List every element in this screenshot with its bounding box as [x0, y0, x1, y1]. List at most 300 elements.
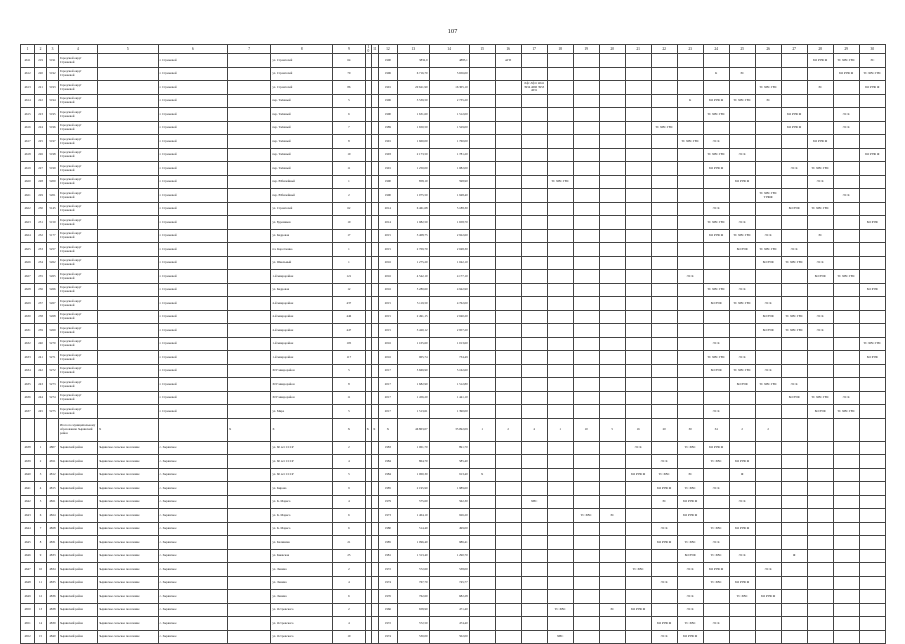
table-cell: 4834	[47, 563, 59, 577]
table-cell: 4641	[21, 482, 35, 496]
table-cell	[521, 108, 547, 122]
table-row	[21, 297, 886, 311]
table-cell	[781, 509, 807, 523]
table-cell: БО РУФ Ф	[677, 509, 703, 523]
table-cell: ТС ХВС	[677, 617, 703, 631]
table-cell	[729, 509, 755, 523]
table-cell: Зырянский район	[58, 441, 97, 455]
table-cell	[227, 270, 270, 284]
header-cell: 11	[372, 45, 379, 54]
table-cell	[227, 324, 270, 338]
table-cell: с. Зырянское	[158, 590, 227, 604]
table-cell	[495, 563, 521, 577]
table-cell	[547, 364, 573, 378]
table-cell: пер. Таёжный	[271, 162, 333, 176]
table-cell: 4631	[21, 324, 35, 338]
table-cell: 238	[35, 310, 47, 324]
header-cell: 1	[21, 45, 35, 54]
table-cell: 6	[35, 509, 47, 523]
table-cell	[833, 351, 859, 365]
table-cell	[227, 216, 270, 230]
table-cell	[495, 482, 521, 496]
table-cell	[651, 324, 677, 338]
table-cell	[729, 135, 755, 149]
table-cell	[755, 270, 781, 284]
table-cell: г. Стрежевой	[158, 229, 227, 243]
table-cell	[781, 337, 807, 351]
table-cell: ул. Калинина	[271, 536, 333, 550]
table-cell	[97, 351, 158, 365]
table-cell	[547, 522, 573, 536]
table-cell	[547, 94, 573, 108]
table-cell: БО РУФ	[729, 378, 755, 392]
table-cell: 34	[703, 418, 729, 441]
table-cell	[599, 590, 625, 604]
table-cell: 3 408,75	[398, 229, 429, 243]
table-cell	[227, 563, 270, 577]
table-cell	[495, 310, 521, 324]
table-cell: 10	[35, 563, 47, 577]
table-cell	[521, 54, 547, 68]
table-cell: X	[97, 418, 158, 441]
table-cell: 3832,9	[398, 54, 429, 68]
table-cell	[547, 536, 573, 550]
table-cell: 225	[35, 135, 47, 149]
table-cell	[625, 81, 651, 95]
table-cell: Зырянское сельское поселение	[97, 522, 158, 536]
table-cell	[651, 378, 677, 392]
table-cell: ТС ХВС	[677, 482, 703, 496]
table-cell: Городской округ Стрежевой	[58, 297, 97, 311]
table-cell	[599, 522, 625, 536]
table-row	[21, 270, 886, 284]
table-cell	[677, 576, 703, 590]
table-cell	[469, 54, 495, 68]
table-cell	[651, 405, 677, 419]
table-cell: 4821	[47, 495, 59, 509]
table-cell	[651, 81, 677, 95]
table-cell: ул. Строителей	[271, 67, 333, 81]
table-cell	[227, 509, 270, 523]
table-cell	[625, 482, 651, 496]
table-cell: Зырянский район	[58, 509, 97, 523]
table-cell	[599, 482, 625, 496]
table-cell	[469, 121, 495, 135]
table-cell	[495, 549, 521, 563]
table-cell	[859, 617, 885, 631]
table-cell: ул. Строителей	[271, 54, 333, 68]
table-cell: 734,49	[429, 351, 469, 365]
table-row	[21, 175, 886, 189]
header-cell: 4	[58, 45, 97, 54]
table-cell	[469, 229, 495, 243]
table-cell: 4628	[21, 283, 35, 297]
table-cell: Городской округ Стрежевой	[58, 81, 97, 95]
table-cell: БО РУФ Ф	[625, 603, 651, 617]
table-cell: X	[469, 468, 495, 482]
table-cell: 804,70	[398, 455, 429, 469]
table-cell	[755, 391, 781, 405]
table-cell	[781, 189, 807, 203]
table-cell: Городской округ Стрежевой	[58, 364, 97, 378]
table-cell: 5271	[47, 351, 59, 365]
table-cell: с. Зырянское	[158, 441, 227, 455]
table-cell: 585,40	[429, 455, 469, 469]
table-cell	[651, 441, 677, 455]
table-cell: 21	[333, 536, 366, 550]
table-cell: ЭС К	[677, 590, 703, 604]
table-cell: X	[372, 418, 379, 441]
table-cell	[807, 297, 833, 311]
table-cell	[495, 576, 521, 590]
table-cell	[469, 324, 495, 338]
header-cell: 10	[365, 45, 372, 54]
table-cell: Городской округ Стрежевой	[58, 121, 97, 135]
table-cell	[573, 536, 599, 550]
table-cell	[781, 522, 807, 536]
table-cell: 5269	[47, 324, 59, 338]
table-cell	[807, 351, 833, 365]
table-cell: 1 001,70	[398, 441, 429, 455]
table-cell	[469, 351, 495, 365]
table-cell	[807, 67, 833, 81]
table-cell: ЭС К	[729, 148, 755, 162]
table-cell	[547, 243, 573, 257]
table-cell	[677, 148, 703, 162]
table-cell: ул. Киевская	[271, 549, 333, 563]
table-cell	[227, 576, 270, 590]
table-cell	[781, 67, 807, 81]
table-cell: 5	[333, 468, 366, 482]
table-cell: 1	[333, 243, 366, 257]
table-cell: 4632	[21, 337, 35, 351]
table-cell	[755, 495, 781, 509]
table-cell	[833, 297, 859, 311]
table-cell	[521, 630, 547, 644]
housing-register-table	[20, 44, 886, 644]
table-cell: 4-й микрорайон	[271, 297, 333, 311]
table-cell	[599, 121, 625, 135]
table-cell: Городской округ Стрежевой	[58, 391, 97, 405]
table-cell	[703, 324, 729, 338]
table-cell	[573, 522, 599, 536]
table-cell: 2 957,20	[429, 324, 469, 338]
table-cell: 221	[35, 81, 47, 95]
table-cell: 46 803,07	[398, 418, 429, 441]
table-cell	[573, 94, 599, 108]
table-cell	[625, 630, 651, 644]
table-cell	[495, 509, 521, 523]
table-cell: 2	[333, 441, 366, 455]
table-cell	[97, 391, 158, 405]
table-cell	[227, 243, 270, 257]
table-cell	[469, 297, 495, 311]
table-cell: Городской округ Стрежевой	[58, 189, 97, 203]
table-cell	[651, 590, 677, 604]
table-cell	[97, 270, 158, 284]
table-cell: 1 989,60	[429, 482, 469, 496]
table-cell	[573, 441, 599, 455]
table-cell: 530,00	[398, 630, 429, 644]
table-cell: БО РУФ Ф	[625, 468, 651, 482]
table-cell	[625, 216, 651, 230]
table-cell	[158, 418, 227, 441]
table-cell	[677, 405, 703, 419]
table-cell	[833, 536, 859, 550]
table-cell: 6 461,68	[398, 202, 429, 216]
table-cell	[97, 202, 158, 216]
table-cell: БО РУФ Ф	[703, 229, 729, 243]
table-cell	[859, 563, 885, 577]
table-cell: 4811	[47, 455, 59, 469]
table-cell	[573, 216, 599, 230]
table-row	[21, 495, 886, 509]
table-cell	[227, 202, 270, 216]
table-cell	[625, 324, 651, 338]
table-cell: 2014	[378, 216, 398, 230]
table-cell	[547, 297, 573, 311]
table-cell	[807, 576, 833, 590]
table-cell: Городской округ Стрежевой	[58, 256, 97, 270]
table-cell: г. Стрежевой	[158, 256, 227, 270]
table-cell: ТС ХВС ГВС	[781, 324, 807, 338]
table-cell: 244	[35, 391, 47, 405]
table-cell	[651, 94, 677, 108]
table-cell: ЭС К	[703, 617, 729, 631]
table-cell	[625, 54, 651, 68]
table-cell	[703, 495, 729, 509]
table-cell: ТС ХВС ГВС	[677, 135, 703, 149]
table-cell	[495, 364, 521, 378]
table-row	[21, 405, 886, 419]
table-cell	[859, 603, 885, 617]
table-cell: ТС ХВС	[625, 563, 651, 577]
table-cell	[625, 617, 651, 631]
table-cell: 6	[333, 522, 366, 536]
header-cell: 6	[158, 45, 227, 54]
table-cell	[547, 270, 573, 284]
table-cell: ТС ХВС ГВС	[729, 297, 755, 311]
table-cell	[599, 189, 625, 203]
table-cell	[21, 418, 35, 441]
table-cell	[227, 455, 270, 469]
table-cell: БО РУФ Ф	[807, 135, 833, 149]
table-cell: Зырянский район	[58, 617, 97, 631]
header-cell: 25	[729, 45, 755, 54]
table-cell	[495, 617, 521, 631]
table-cell	[521, 297, 547, 311]
table-cell	[807, 563, 833, 577]
table-cell: 891,70	[429, 441, 469, 455]
table-cell	[599, 162, 625, 176]
table-cell: 514,40	[398, 522, 429, 536]
table-cell: Городской округ Стрежевой	[58, 324, 97, 338]
table-cell	[781, 468, 807, 482]
table-cell: г. Стрежевой	[158, 94, 227, 108]
table-cell: 4649	[21, 590, 35, 604]
table-cell	[573, 405, 599, 419]
table-cell: 5 669,90	[398, 364, 429, 378]
table-cell	[521, 468, 547, 482]
table-cell	[495, 351, 521, 365]
table-cell	[547, 283, 573, 297]
table-cell	[833, 216, 859, 230]
table-cell: 5201	[47, 189, 59, 203]
table-cell	[469, 94, 495, 108]
table-cell: 1985	[378, 536, 398, 550]
table-cell	[859, 536, 885, 550]
table-cell: 2	[755, 418, 781, 441]
table-cell: 12	[35, 590, 47, 604]
table-cell	[469, 81, 495, 95]
table-cell: 1993	[378, 148, 398, 162]
table-cell	[833, 441, 859, 455]
table-cell	[227, 603, 270, 617]
table-cell: ул. Кирова	[271, 482, 333, 496]
table-cell: 105	[333, 337, 366, 351]
table-cell: БО РУФ Ф	[703, 441, 729, 455]
table-cell: 1 404,10	[398, 509, 429, 523]
table-cell	[625, 536, 651, 550]
table-cell: ЭС К	[833, 391, 859, 405]
table-cell	[547, 310, 573, 324]
table-cell	[547, 468, 573, 482]
table-cell: 4622	[21, 202, 35, 216]
table-cell: г. Стрежевой	[158, 364, 227, 378]
table-cell: 1985	[378, 482, 398, 496]
table-cell: 8	[333, 378, 366, 392]
table-cell	[521, 549, 547, 563]
table-cell: 5274	[47, 391, 59, 405]
table-cell: ул. К. Маркса	[271, 522, 333, 536]
table-cell	[469, 162, 495, 176]
table-cell	[781, 590, 807, 604]
table-cell	[859, 256, 885, 270]
table-cell: ТС ХВС ГВС	[703, 216, 729, 230]
table-cell: 2017	[378, 364, 398, 378]
header-cell: 19	[573, 45, 599, 54]
table-cell	[547, 202, 573, 216]
table-cell: 5193	[47, 81, 59, 95]
table-cell	[703, 81, 729, 95]
table-cell: 2	[333, 189, 366, 203]
table-cell	[703, 310, 729, 324]
table-cell: 8	[333, 135, 366, 149]
table-cell	[469, 135, 495, 149]
header-cell: 2	[35, 45, 47, 54]
table-cell: с. Зырянское	[158, 509, 227, 523]
table-cell	[521, 405, 547, 419]
table-cell: Городской округ Стрежевой	[58, 135, 97, 149]
table-cell	[859, 297, 885, 311]
table-row	[21, 391, 886, 405]
table-cell	[729, 405, 755, 419]
table-cell	[599, 468, 625, 482]
table-cell	[469, 67, 495, 81]
table-cell	[755, 482, 781, 496]
table-cell	[599, 563, 625, 577]
table-cell	[495, 405, 521, 419]
table-cell: пер. Таёжный	[271, 94, 333, 108]
table-cell: Зырянский район	[58, 536, 97, 550]
table-cell: г. Стрежевой	[158, 108, 227, 122]
table-cell: Зырянский район	[58, 455, 97, 469]
table-cell	[97, 243, 158, 257]
table-row	[21, 441, 886, 455]
table-cell: ЭС К	[703, 536, 729, 550]
table-cell: 1972	[378, 563, 398, 577]
table-cell: 242	[35, 364, 47, 378]
header-cell: 9	[333, 45, 366, 54]
table-cell	[547, 324, 573, 338]
table-cell: ЭС	[729, 67, 755, 81]
table-cell: ЭС К	[729, 495, 755, 509]
table-row	[21, 468, 886, 482]
table-cell: 1976	[378, 590, 398, 604]
table-cell	[599, 135, 625, 149]
table-cell: 231	[35, 216, 47, 230]
table-cell	[651, 297, 677, 311]
table-cell: 1 275,20	[398, 256, 429, 270]
table-cell: 1981	[378, 549, 398, 563]
table-cell	[495, 121, 521, 135]
table-cell	[755, 536, 781, 550]
table-cell: 5	[333, 405, 366, 419]
table-cell: 5267	[47, 297, 59, 311]
table-row	[21, 378, 886, 392]
table-cell: ЭС	[651, 495, 677, 509]
table-cell: 12	[333, 283, 366, 297]
table-cell: 239	[35, 324, 47, 338]
table-cell: 4812	[47, 468, 59, 482]
table-row	[21, 243, 886, 257]
table-cell	[495, 243, 521, 257]
table-cell: 4651	[21, 617, 35, 631]
table-cell: ЭС	[859, 54, 885, 68]
table-cell	[807, 337, 833, 351]
table-row	[21, 189, 886, 203]
header-cell: 21	[625, 45, 651, 54]
table-cell	[625, 337, 651, 351]
table-cell: Зырянское сельское поселение	[97, 590, 158, 604]
table-cell	[703, 630, 729, 644]
table-cell: 20 621,90	[398, 81, 429, 95]
table-cell	[781, 148, 807, 162]
table-cell: 235	[35, 270, 47, 284]
table-cell: ЭС К	[807, 175, 833, 189]
table-cell: 4633	[21, 351, 35, 365]
table-cell	[807, 441, 833, 455]
table-cell	[495, 441, 521, 455]
table-cell: ЭС	[599, 509, 625, 523]
table-cell	[97, 337, 158, 351]
table-cell	[625, 67, 651, 81]
table-cell: 1966	[378, 603, 398, 617]
table-cell: 1 529,00	[429, 121, 469, 135]
table-cell	[755, 576, 781, 590]
table-cell	[547, 391, 573, 405]
table-cell	[729, 441, 755, 455]
table-cell	[227, 495, 270, 509]
table-cell	[625, 202, 651, 216]
table-cell	[833, 175, 859, 189]
table-cell: ул. К. Маркса	[271, 495, 333, 509]
table-cell: 4 762,00	[429, 297, 469, 311]
table-cell: БО РУФ	[729, 243, 755, 257]
table-cell	[97, 135, 158, 149]
table-cell: Городской округ Стрежевой	[58, 351, 97, 365]
table-cell: 1 290,70	[429, 549, 469, 563]
